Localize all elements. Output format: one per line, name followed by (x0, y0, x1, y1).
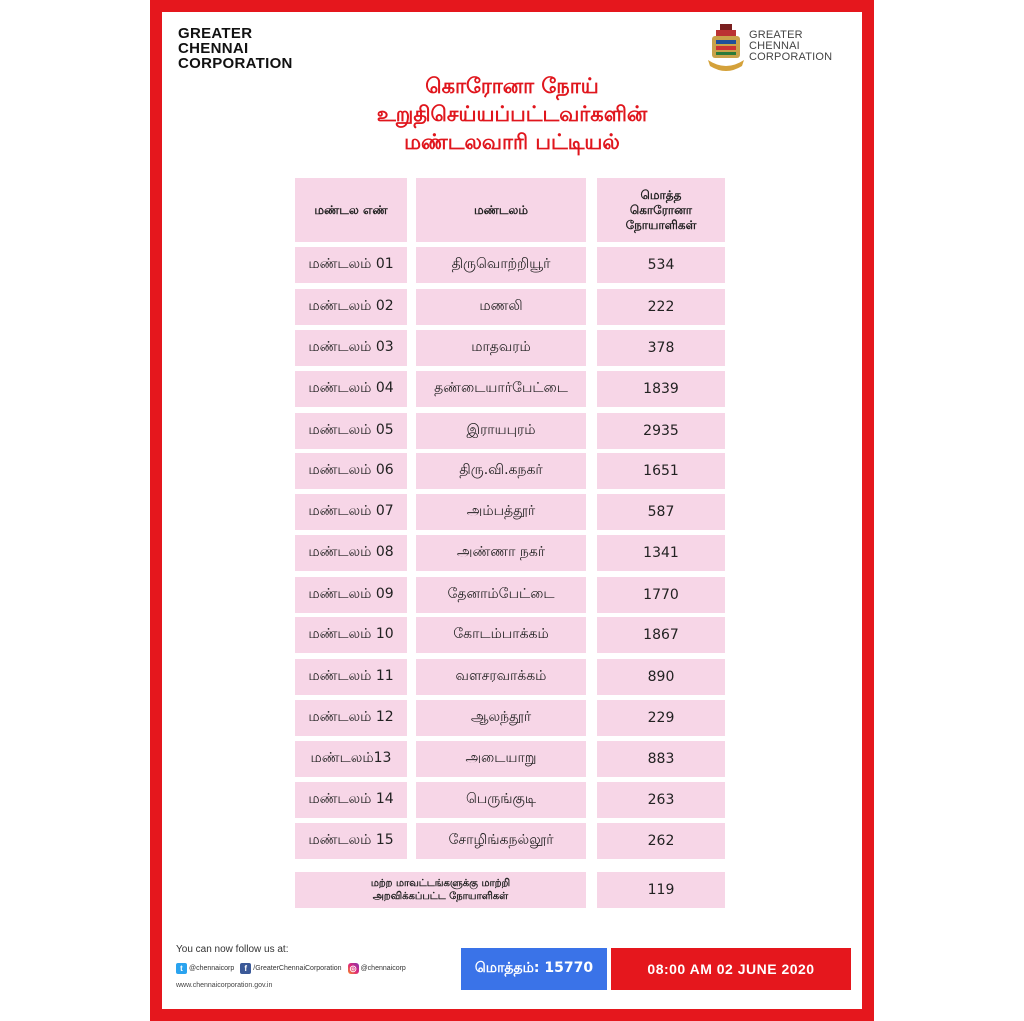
table-cell-patient-count: 1839 (597, 371, 725, 407)
table-cell-patient-count: 890 (597, 659, 725, 695)
table-cell-zone-number: மண்டலம் 08 (295, 535, 407, 571)
table-cell-patient-count: 262 (597, 823, 725, 859)
table-cell-zone-name: மணலி (416, 289, 586, 325)
table-cell-zone-name: தண்டையார்பேட்டை (416, 371, 586, 407)
table-cell-zone-name: கோடம்பாக்கம் (416, 617, 586, 653)
total-count-badge: மொத்தம்: 15770 (461, 948, 607, 990)
table-cell-zone-number: மண்டலம் 06 (295, 453, 407, 489)
title-line: மண்டலவாரி பட்டியல் (404, 130, 620, 154)
table-cell-zone-number: மண்டலம் 05 (295, 413, 407, 449)
social-links (176, 960, 412, 976)
logo-line: CORPORATION (178, 55, 293, 72)
instagram-icon: ◎ (348, 963, 359, 974)
twitter-icon: t (176, 963, 187, 974)
logo-line: CHENNAI (749, 40, 800, 52)
table-cell-patient-count: 378 (597, 330, 725, 366)
facebook-handle: /GreaterChennaiCorporation (253, 964, 342, 972)
table-cell-patient-count: 1770 (597, 577, 725, 613)
table-cell-zone-name: சோழிங்கநல்லூர் (416, 823, 586, 859)
table-cell-zone-name: பெருங்குடி (416, 782, 586, 818)
title-line: கொரோனா நோய் (425, 74, 599, 98)
follow-us-text: You can now follow us at: (176, 944, 289, 955)
table-cell-zone-number: மண்டலம் 14 (295, 782, 407, 818)
table-cell-zone-name: அம்பத்தூர் (416, 494, 586, 530)
table-header-zone-number: மண்டல எண் (295, 178, 407, 242)
table-cell-zone-number: மண்டலம் 01 (295, 247, 407, 283)
timestamp-badge: 08:00 AM 02 JUNE 2020 (611, 948, 851, 990)
gcc-emblem-logo (706, 22, 846, 76)
table-cell-other-districts-label: மற்ற மாவட்டங்களுக்கு மாற்றி அறவிக்கப்பட்ட நோயாளிகள் (295, 872, 586, 908)
table-cell-other-districts-count: 119 (597, 872, 725, 908)
table-cell-zone-number: மண்டலம் 09 (295, 577, 407, 613)
table-cell-zone-number: மண்டலம் 15 (295, 823, 407, 859)
table-cell-zone-number: மண்டலம் 10 (295, 617, 407, 653)
page-title (300, 72, 724, 156)
table-cell-zone-name: தேனாம்பேட்டை (416, 577, 586, 613)
table-cell-zone-name: ஆலந்தூர் (416, 700, 586, 736)
gcc-wordmark-left (178, 26, 293, 71)
table-header-total-patients: மொத்த கொரோனா நோயாளிகள் (597, 178, 725, 242)
instagram-handle: @chennaicorp (360, 964, 406, 972)
table-cell-zone-number: மண்டலம் 03 (295, 330, 407, 366)
table-cell-patient-count: 883 (597, 741, 725, 777)
table-cell-zone-number: மண்டலம் 07 (295, 494, 407, 530)
table-cell-patient-count: 534 (597, 247, 725, 283)
table-cell-zone-name: திரு.வி.கநகர் (416, 453, 586, 489)
table-cell-zone-name: மாதவரம் (416, 330, 586, 366)
table-cell-zone-name: அண்ணா நகர் (416, 535, 586, 571)
table-cell-patient-count: 1651 (597, 453, 725, 489)
table-cell-zone-number: மண்டலம்13 (295, 741, 407, 777)
website-url: www.chennaicorporation.gov.in (176, 982, 273, 989)
table-cell-zone-number: மண்டலம் 12 (295, 700, 407, 736)
facebook-icon: f (240, 963, 251, 974)
logo-line: GREATER (178, 25, 253, 42)
table-cell-patient-count: 222 (597, 289, 725, 325)
logo-line: CHENNAI (178, 40, 249, 57)
table-cell-zone-number: மண்டலம் 04 (295, 371, 407, 407)
table-cell-patient-count: 1867 (597, 617, 725, 653)
table-cell-zone-name: அடையாறு (416, 741, 586, 777)
table-cell-zone-name: திருவொற்றியூர் (416, 247, 586, 283)
table-cell-zone-number: மண்டலம் 11 (295, 659, 407, 695)
table-cell-patient-count: 1341 (597, 535, 725, 571)
table-cell-patient-count: 2935 (597, 413, 725, 449)
logo-line: CORPORATION (749, 51, 833, 63)
table-cell-patient-count: 587 (597, 494, 725, 530)
table-cell-zone-name: வளசரவாக்கம் (416, 659, 586, 695)
table-cell-zone-number: மண்டலம் 02 (295, 289, 407, 325)
logo-line: GREATER (749, 29, 803, 41)
twitter-handle: @chennaicorp (189, 964, 235, 972)
table-cell-zone-name: இராயபுரம் (416, 413, 586, 449)
title-line: உறுதிசெய்யப்பட்டவர்களின் (376, 102, 648, 126)
table-cell-patient-count: 229 (597, 700, 725, 736)
gcc-emblem-icon (706, 22, 746, 74)
table-cell-patient-count: 263 (597, 782, 725, 818)
table-header-zone-name: மண்டலம் (416, 178, 586, 242)
